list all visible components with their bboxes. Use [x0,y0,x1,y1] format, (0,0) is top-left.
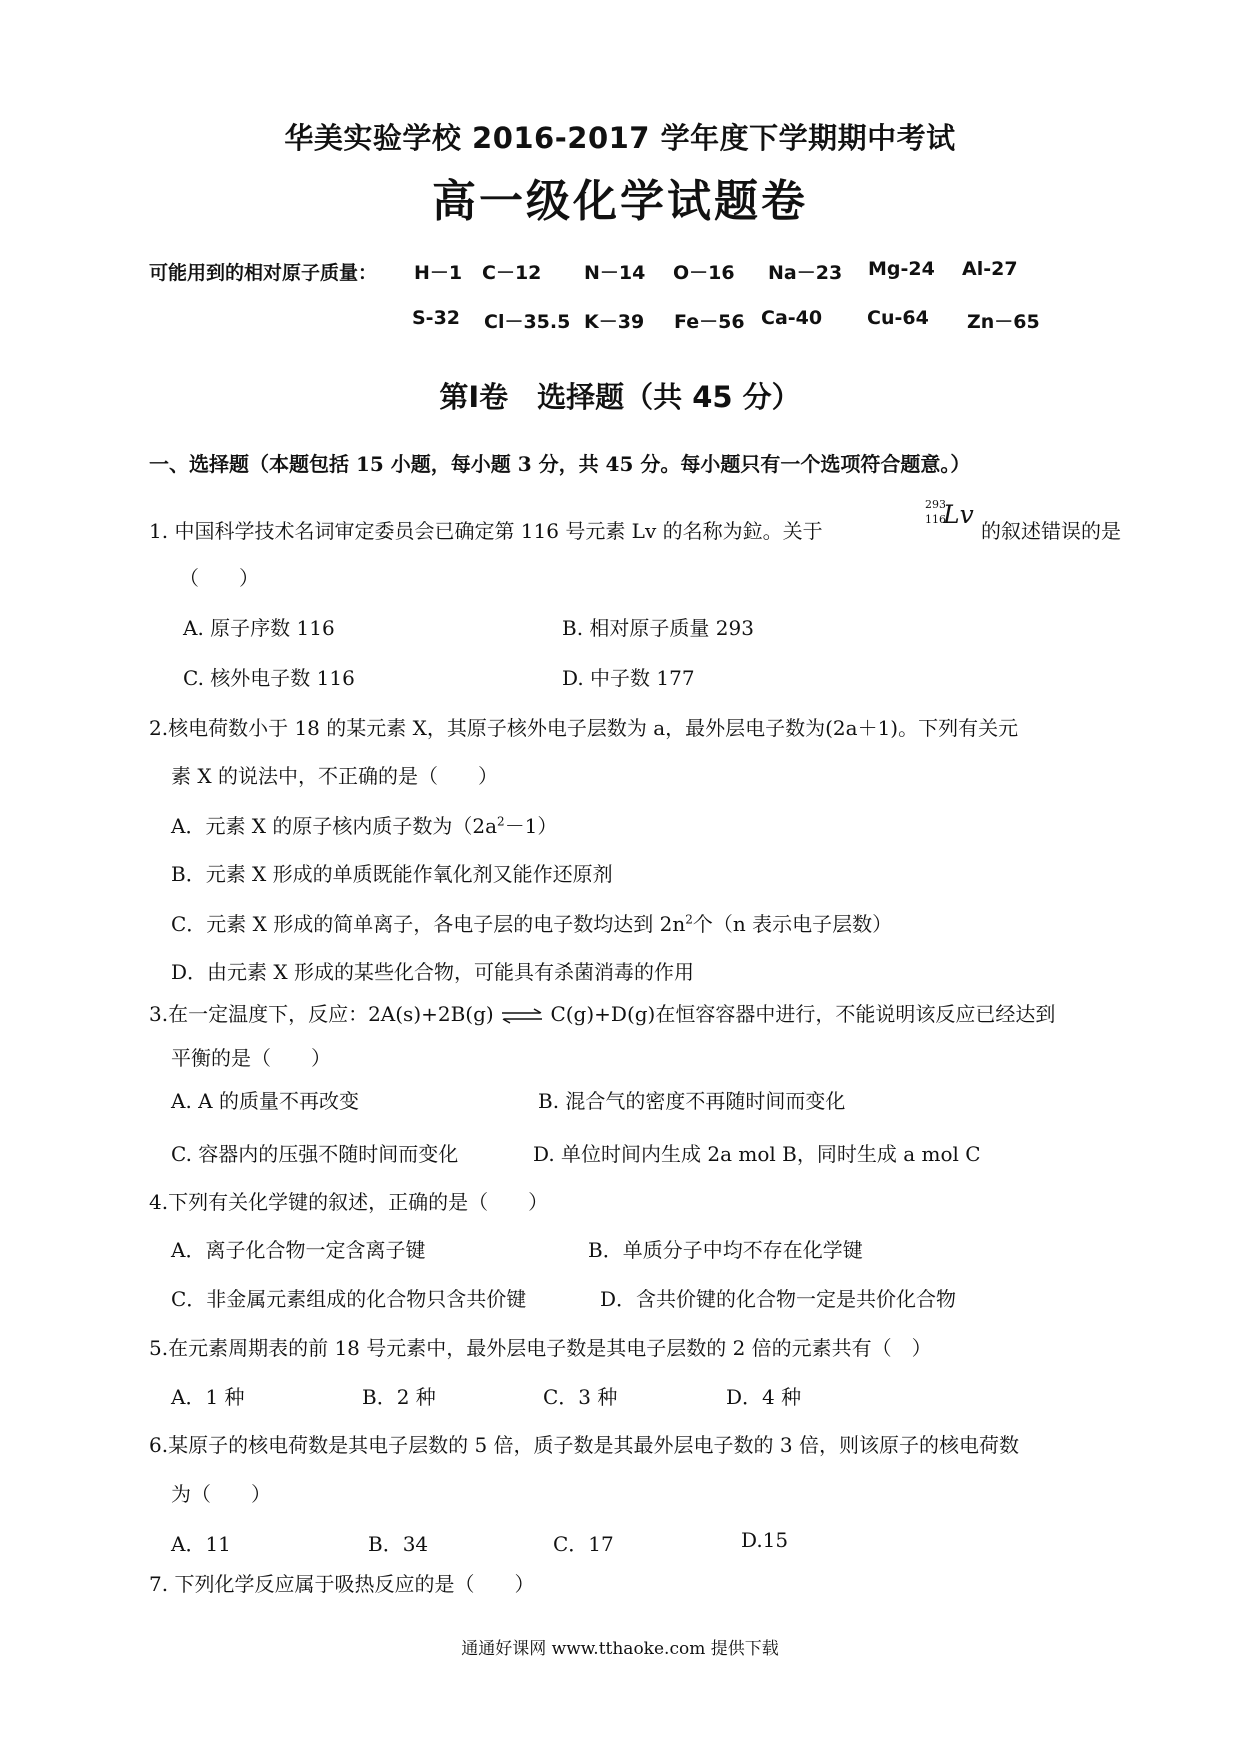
question-1-option-b: B. 相对原子质量 293 [562,616,754,640]
question-1-stem-pre: 1. 中国科学技术名词审定委员会已确定第 116 号元素 Lv 的名称为鉝。关于 [149,519,823,543]
atomic-mass-item: Ca-40 [761,307,823,329]
question-2-option-d: D．由元素 X 形成的某些化合物，可能具有杀菌消毒的作用 [171,960,694,984]
question-1-paren: （ ） [179,566,259,590]
question-3-option-b: B. 混合气的密度不再随时间而变化 [538,1089,846,1113]
question-2-stem-line2: 素 X 的说法中，不正确的是（ ） [171,764,498,788]
question-5-stem: 5.在元素周期表的前 18 号元素中，最外层电子数是其电子层数的 2 倍的元素共有（ ） [149,1336,932,1360]
isotope-notation [925,498,985,538]
question-3-option-c: C. 容器内的压强不随时间而变化 [171,1142,459,1166]
question-1-stem-post: 的叙述错误的是 [981,519,1121,543]
question-6-option-c: C．17 [553,1532,614,1556]
atomic-mass-item: Al-27 [962,258,1018,280]
isotope-mass-number: 293 [925,498,946,511]
atomic-mass-item: S-32 [412,307,461,329]
question-3-option-d: D. 单位时间内生成 2a mol B，同时生成 a mol C [533,1142,981,1166]
question-5-option-c: C．3 种 [543,1385,618,1409]
section-title: 第Ⅰ卷 选择题（共 45 分） [439,380,801,414]
question-6-option-a: A．11 [171,1532,231,1556]
question-2-option-a-post: －1） [504,814,558,838]
question-6-stem: 6.某原子的核电荷数是其电子层数的 5 倍，质子数是其最外层电子数的 3 倍，则该原子的核电荷数 [149,1433,1019,1457]
question-2-stem: 2.核电荷数小于 18 的某元素 X，其原子核外电子层数为 a，最外层电子数为(2a＋1)。下列有关元 [149,716,1019,740]
atomic-mass-label: 可能用到的相对原子质量： [149,262,378,284]
question-1-stem [149,515,823,544]
atomic-mass-item: Cu-64 [867,307,929,329]
question-5-option-b: B．2 种 [362,1385,436,1409]
question-2-option-c [171,908,892,937]
atomic-mass-item: Cl－35.5 [484,311,571,333]
question-2-option-c-post: 个（n 表示电子层数） [692,912,893,936]
atomic-mass-item: K－39 [584,311,645,333]
question-3-stem-post: C(g)+D(g)在恒容容器中进行，不能说明该反应已经达到 [550,1002,1056,1026]
question-1-option-a: A. 原子序数 116 [183,616,335,640]
question-2-option-a-pre: A．元素 X 的原子核内质子数为（2a [171,814,498,838]
question-3-option-a: A. A 的质量不再改变 [171,1089,359,1113]
question-5-option-a: A．1 种 [171,1385,245,1409]
question-4-option-b: B．单质分子中均不存在化学键 [588,1238,863,1262]
atomic-mass-item: Fe－56 [674,311,745,333]
question-4-option-a: A．离子化合物一定含离子键 [171,1238,426,1262]
question-4-option-c: C．非金属元素组成的化合物只含共价键 [171,1287,527,1311]
question-6-stem-line2: 为（ ） [171,1482,271,1506]
atomic-mass-item: C－12 [482,262,542,284]
question-3-stem [149,998,1055,1027]
atomic-mass-item: O－16 [673,262,735,284]
question-2-option-c-pre: C．元素 X 形成的简单离子，各电子层的电子数均达到 2n [171,912,686,936]
question-5-option-d: D．4 种 [726,1385,802,1409]
question-1-option-c: C. 核外电子数 116 [183,666,355,690]
question-2-option-b: B．元素 X 形成的单质既能作氧化剂又能作还原剂 [171,862,613,886]
section-instruction: 一、选择题（本题包括 15 小题，每小题 3 分，共 45 分。每小题只有一个选项符合题意。） [149,452,971,476]
question-3-stem-pre: 3.在一定温度下，反应：2A(s)+2B(g) [149,1002,494,1026]
question-1-option-d: D. 中子数 177 [562,666,695,690]
atomic-mass-item: H－1 [414,262,463,284]
question-2-option-a [171,810,557,839]
question-4-stem: 4.下列有关化学键的叙述，正确的是（ ） [149,1190,549,1214]
page-footer: 通通好课网 www.tthaoke.com 提供下载 [461,1639,779,1659]
question-3-stem-line2: 平衡的是（ ） [171,1046,331,1070]
equilibrium-arrow-icon [500,1008,544,1024]
atomic-mass-item: N－14 [584,262,646,284]
atomic-mass-item: Mg-24 [868,258,935,280]
atomic-mass-item: Na－23 [768,262,843,284]
question-2-option-a-sup: 2 [497,814,505,829]
question-2-option-c-sup: 2 [685,912,693,927]
atomic-mass-item: Zn－65 [967,311,1040,333]
exam-title: 高一级化学试题卷 [432,176,808,227]
isotope-symbol: Lv [943,500,974,529]
question-4-option-d: D．含共价键的化合物一定是共价化合物 [600,1287,957,1311]
question-6-option-b: B．34 [368,1532,429,1556]
question-6-option-d: D.15 [741,1528,789,1552]
question-7-stem: 7. 下列化学反应属于吸热反应的是（ ） [149,1572,535,1596]
isotope-atomic-number: 116 [925,513,946,526]
exam-header-line1: 华美实验学校 2016-2017 学年度下学期期中考试 [284,121,956,155]
